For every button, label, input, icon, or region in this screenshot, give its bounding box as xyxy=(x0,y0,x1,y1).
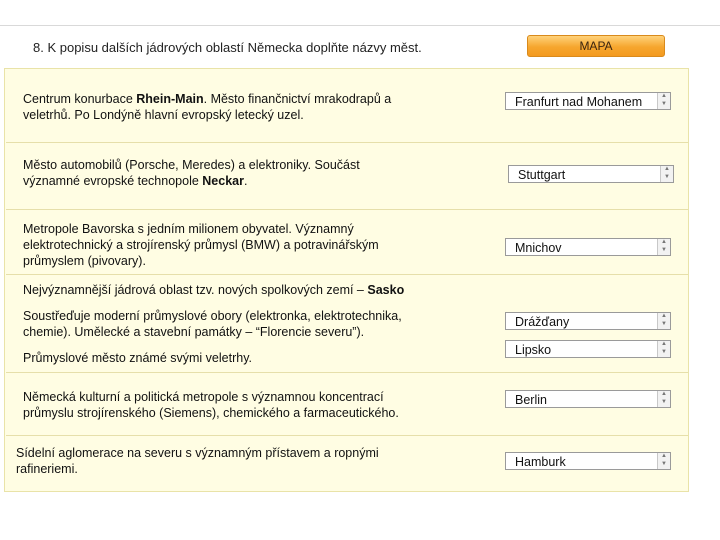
row-divider xyxy=(6,142,688,143)
top-divider xyxy=(0,25,720,26)
sasko-heading xyxy=(23,282,404,298)
scroll-arrows[interactable] xyxy=(657,341,670,357)
desc-line xyxy=(23,221,379,237)
answer-value: Mnichov xyxy=(515,241,562,255)
bold-term: Sasko xyxy=(367,283,405,297)
text-segment: Nejvýznamnější jádrová oblast tzv. nových spolkových zemí – xyxy=(23,283,368,297)
desc-line xyxy=(23,253,379,269)
answer-value: Berlin xyxy=(515,393,547,407)
desc-line xyxy=(23,237,379,253)
row-divider xyxy=(6,209,688,210)
arrow-down-icon[interactable]: ▼ xyxy=(661,101,667,107)
answer-input-mnichov[interactable] xyxy=(505,238,671,256)
arrow-up-icon[interactable]: ▲ xyxy=(661,341,667,347)
arrow-up-icon[interactable]: ▲ xyxy=(661,313,667,319)
answer-input-hamburk[interactable] xyxy=(505,452,671,470)
answer-input-lipsko[interactable] xyxy=(505,340,671,358)
map-button[interactable]: MAPA xyxy=(527,35,665,57)
text-segment: . Město finančnictví mrakodrapů a xyxy=(203,92,392,106)
description-drazdany xyxy=(23,308,402,340)
desc-line xyxy=(23,173,360,189)
text-segment: Sídelní aglomerace na severu s významným přístavem a ropnými xyxy=(16,446,379,460)
answer-value: Lipsko xyxy=(515,343,552,357)
bold-term: Neckar xyxy=(202,174,244,188)
text-segment: Centrum konurbace xyxy=(23,92,137,106)
text-segment: Německá kulturní a politická metropole s významnou koncentrací xyxy=(23,390,384,404)
scroll-arrows[interactable] xyxy=(657,93,670,109)
arrow-down-icon[interactable]: ▼ xyxy=(661,247,667,253)
arrow-down-icon[interactable]: ▼ xyxy=(661,461,667,467)
arrow-down-icon[interactable]: ▼ xyxy=(661,399,667,405)
answer-input-frankfurt[interactable] xyxy=(505,92,671,110)
desc-line xyxy=(16,445,379,461)
exercise-panel xyxy=(4,68,689,492)
row-divider xyxy=(6,435,688,436)
desc-line xyxy=(23,157,360,173)
arrow-up-icon[interactable]: ▲ xyxy=(664,166,670,172)
answer-value: Stuttgart xyxy=(518,168,566,182)
arrow-down-icon[interactable]: ▼ xyxy=(661,349,667,355)
description-hamburk xyxy=(16,445,379,477)
scroll-arrows[interactable] xyxy=(657,239,670,255)
text-segment: Soustřeďuje moderní průmyslové obory (elektronka, elektrotechnika, xyxy=(23,309,402,323)
desc-line xyxy=(16,461,379,477)
arrow-up-icon[interactable]: ▲ xyxy=(661,93,667,99)
arrow-down-icon[interactable]: ▼ xyxy=(661,321,667,327)
row-divider xyxy=(6,372,688,373)
text-segment: rafineriemi. xyxy=(16,462,78,476)
description-frankfurt xyxy=(23,91,391,123)
desc-line xyxy=(23,107,391,123)
text-segment: veletrhů. Po Londýně hlavní evropský letecký uzel. xyxy=(23,108,304,122)
row-divider xyxy=(6,274,688,275)
text-segment: průmyslem (pivovary). xyxy=(23,254,146,268)
scroll-arrows[interactable] xyxy=(657,453,670,469)
answer-input-drazdany[interactable] xyxy=(505,312,671,330)
desc-line xyxy=(23,324,402,340)
desc-line xyxy=(23,389,399,405)
text-segment: významné evropské technopole xyxy=(23,174,203,188)
arrow-up-icon[interactable]: ▲ xyxy=(661,453,667,459)
exercise-title: 8. K popisu dalších jádrových oblastí Německa doplňte názvy měst. xyxy=(33,40,422,55)
desc-line xyxy=(23,350,252,366)
answer-value: Franfurt nad Mohanem xyxy=(515,95,643,109)
desc-line xyxy=(23,308,402,324)
text-segment: průmyslu strojírenského (Siemens), chemického a farmaceutického. xyxy=(23,406,399,420)
text-segment: chemie). Umělecké a stavební památky – “Florencie severu”). xyxy=(23,325,365,339)
text-segment: Metropole Bavorska s jedním milionem obyvatel. Významný xyxy=(23,222,354,236)
text-segment: elektrotechnický a strojírenský průmysl (BMW) a potravinářským xyxy=(23,238,379,252)
text-segment: Průmyslové město známé svými veletrhy. xyxy=(23,351,252,365)
arrow-down-icon[interactable]: ▼ xyxy=(664,174,670,180)
description-stuttgart xyxy=(23,157,360,189)
description-mnichov xyxy=(23,221,379,269)
arrow-up-icon[interactable]: ▲ xyxy=(661,239,667,245)
answer-input-berlin[interactable] xyxy=(505,390,671,408)
scroll-arrows[interactable] xyxy=(660,166,673,182)
arrow-up-icon[interactable]: ▲ xyxy=(661,391,667,397)
answer-value: Drážďany xyxy=(515,315,570,329)
bold-term: Rhein-Main xyxy=(136,92,204,106)
answer-input-stuttgart[interactable] xyxy=(508,165,674,183)
answer-value: Hamburk xyxy=(515,455,566,469)
desc-line xyxy=(23,91,391,107)
text-segment: . xyxy=(243,174,248,188)
description-lipsko xyxy=(23,350,252,366)
text-segment: Město automobilů (Porsche, Meredes) a elektroniky. Součást xyxy=(23,158,360,172)
description-berlin xyxy=(23,389,399,421)
desc-line xyxy=(23,405,399,421)
scroll-arrows[interactable] xyxy=(657,391,670,407)
scroll-arrows[interactable] xyxy=(657,313,670,329)
